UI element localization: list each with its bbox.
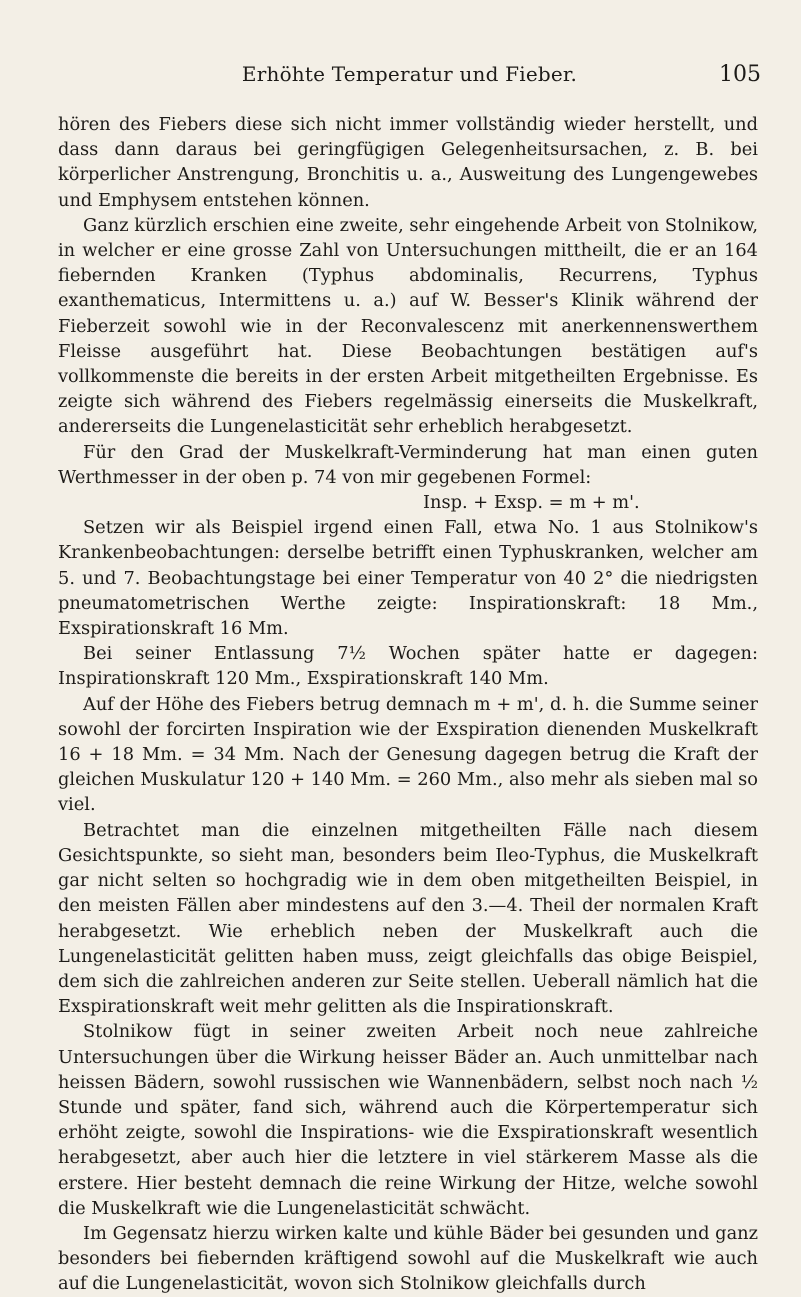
running-head [58,62,761,90]
formula: Insp. + Exsp. = m + m'. [423,492,640,514]
paragraph: Betrachtet man die einzelnen mitgetheilten Fälle nach diesem Gesichtspunkte, so sieht man, besonders beim Ileo-Typhus, die Muskelkraft gar nicht selten so hochgradig wie in dem oben mitgetheilten Beispiel, in den meisten Fällen aber mindestens auf den 3.—4. Theil der normalen Kraft herabgesetzt. Wie erheblich neben der Muskelkraft auch die Lungenelasticität gelitten haben muss, zeigt gleichfalls das obige Beispiel, dem sich die zahlreichen anderen zur Seite stellen. Ueberall nämlich hat die Exspirationskraft weit mehr gelitten als die Inspirationskraft. [58,819,758,1018]
paragraph: Im Gegensatz hierzu wirken kalte und kühle Bäder bei gesunden und ganz besonders bei fiebernden kräftigend sowohl auf die Muskelkraft wie auch auf die Lungenelasticität, wovon sich Stolnikow gleichfalls durch [58,1222,758,1295]
paragraph: Bei seiner Entlassung 7½ Wochen später hatte er dagegen: Inspirationskraft 120 Mm., Exspirationskraft 140 Mm. [58,643,758,690]
paragraph: Auf der Höhe des Fiebers betrug demnach m + m', d. h. die Summe seiner sowohl der forcirten Inspiration wie der Exspiration dienenden Muskelkraft 16 + 18 Mm. = 34 Mm. Nach der Genesung dagegen betrug die Kraft der gleichen Muskulatur 120 + 140 Mm. = 260 Mm., also mehr als sieben mal so viel. [58,693,758,816]
body-text [58,112,758,1297]
page-number: 105 [719,62,761,87]
paragraph: Setzen wir als Beispiel irgend einen Fall, etwa No. 1 aus Stolnikow's Krankenbeobachtungen: derselbe betrifft einen Typhuskranken, welcher am 5. und 7. Beobachtungstage bei einer Temperatur von 40 2° die niedrigsten pneumatometrischen Werthe zeigte: Inspirationskraft: 18 Mm., Exspirationskraft 16 Mm. [58,517,758,640]
running-head-title: Erhöhte Temperatur und Fieber. [241,62,578,86]
paragraph: Für den Grad der Muskelkraft-Verminderung hat man einen guten Werthmesser in der oben p. 74 von mir gegebenen Formel: [58,441,758,488]
paragraph: hören des Fiebers diese sich nicht immer vollständig wieder herstellt, und dass dann daraus bei geringfügigen Gelegenheitsursachen, z. B. bei körperlicher Anstrengung, Bronchitis u. a., Ausweitung des Lungengewebes und Emphysem entstehen können. [58,114,758,211]
paragraph: Stolnikow fügt in seiner zweiten Arbeit noch neue zahlreiche Untersuchungen über die Wirkung heisser Bäder an. Auch unmittelbar nach heissen Bädern, sowohl russischen wie Wannenbädern, selbst noch nach ½ Stunde und später, fand sich, während auch die Körpertemperatur sich erhöht zeigte, sowohl die Inspirations- wie die Exspirationskraft wesentlich herabgesetzt, aber auch hier die letztere in viel stärkerem Masse als die erstere. Hier besteht demnach die reine Wirkung der Hitze, welche sowohl die Muskelkraft wie die Lungenelasticität schwächt. [58,1021,758,1219]
paragraph: Ganz kürzlich erschien eine zweite, sehr eingehende Arbeit von Stolnikow, in welcher er eine grosse Zahl von Untersuchungen mittheilt, die er an 164 fiebernden Kranken (Typhus abdominalis, Recurrens, Typhus exanthematicus, Intermittens u. a.) auf W. Besser's Klinik während der Fieberzeit sowohl wie in der Reconvalescenz mit anerkennenswerthem Fleisse ausgeführt hat. Diese Beobachtungen bestätigen auf's vollkommenste die bereits in der ersten Arbeit mitgetheilten Ergebnisse. Es zeigte sich während des Fiebers regelmässig einerseits die Muskelkraft, andererseits die Lungenelasticität sehr erheblich herabgesetzt. [58,214,758,438]
